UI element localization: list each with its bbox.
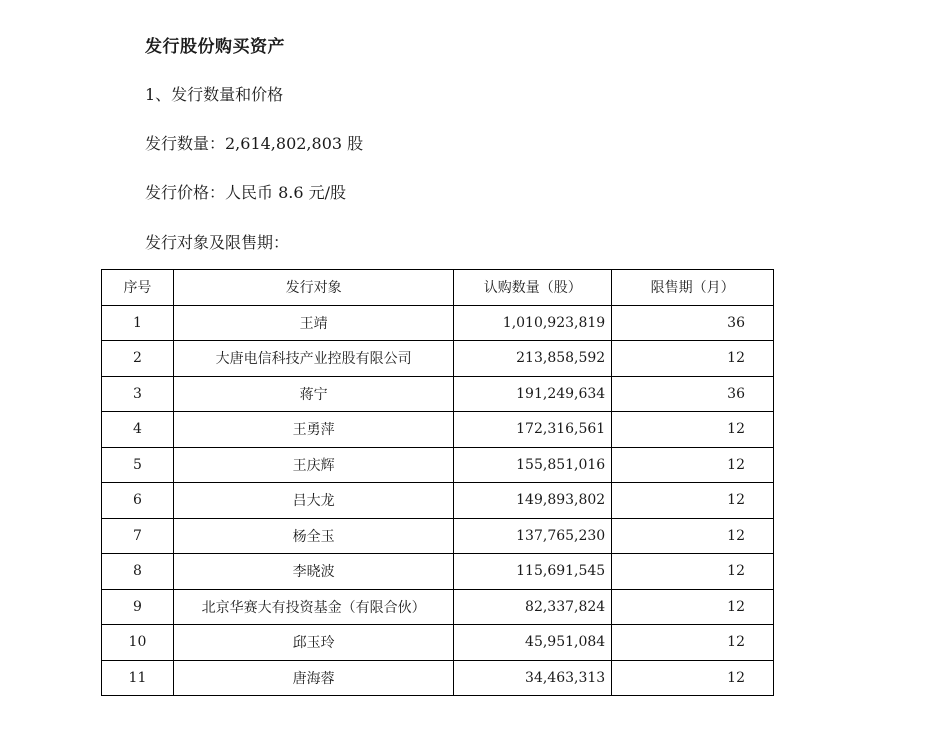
cell-target: 大唐电信科技产业控股有限公司 bbox=[173, 341, 453, 377]
header-quantity: 认购数量（股） bbox=[454, 270, 612, 306]
header-lockup: 限售期（月） bbox=[612, 270, 774, 306]
issue-targets-label: 发行对象及限售期： bbox=[145, 233, 290, 252]
table-row bbox=[102, 412, 774, 448]
table-row bbox=[102, 483, 774, 519]
cell-quantity: 172,316,561 bbox=[454, 412, 612, 448]
cell-lockup: 36 bbox=[612, 305, 774, 341]
cell-quantity: 137,765,230 bbox=[454, 518, 612, 554]
table-row bbox=[102, 554, 774, 590]
cell-lockup: 12 bbox=[612, 447, 774, 483]
cell-lockup: 36 bbox=[612, 376, 774, 412]
cell-quantity: 1,010,923,819 bbox=[454, 305, 612, 341]
issue-quantity: 发行数量：2,614,802,803 股 bbox=[145, 134, 364, 153]
cell-quantity: 45,951,084 bbox=[454, 625, 612, 661]
cell-target: 吕大龙 bbox=[173, 483, 453, 519]
cell-quantity: 82,337,824 bbox=[454, 589, 612, 625]
header-index: 序号 bbox=[102, 270, 174, 306]
section-heading: 发行股份购买资产 bbox=[145, 37, 285, 57]
cell-lockup: 12 bbox=[612, 412, 774, 448]
cell-target: 北京华赛大有投资基金（有限合伙） bbox=[173, 589, 453, 625]
table-row bbox=[102, 589, 774, 625]
table-row bbox=[102, 376, 774, 412]
cell-index: 7 bbox=[102, 518, 174, 554]
subsection-title: 1、发行数量和价格 bbox=[145, 85, 284, 104]
cell-index: 1 bbox=[102, 305, 174, 341]
table-row bbox=[102, 341, 774, 377]
cell-target: 王靖 bbox=[173, 305, 453, 341]
cell-index: 11 bbox=[102, 660, 174, 696]
cell-lockup: 12 bbox=[612, 554, 774, 590]
cell-index: 5 bbox=[102, 447, 174, 483]
cell-quantity: 115,691,545 bbox=[454, 554, 612, 590]
table-row bbox=[102, 625, 774, 661]
cell-index: 9 bbox=[102, 589, 174, 625]
cell-target: 唐海蓉 bbox=[173, 660, 453, 696]
cell-lockup: 12 bbox=[612, 483, 774, 519]
table-row bbox=[102, 518, 774, 554]
cell-target: 蒋宁 bbox=[173, 376, 453, 412]
cell-lockup: 12 bbox=[612, 660, 774, 696]
cell-index: 3 bbox=[102, 376, 174, 412]
cell-target: 杨全玉 bbox=[173, 518, 453, 554]
cell-lockup: 12 bbox=[612, 518, 774, 554]
cell-target: 王庆辉 bbox=[173, 447, 453, 483]
cell-quantity: 155,851,016 bbox=[454, 447, 612, 483]
cell-lockup: 12 bbox=[612, 625, 774, 661]
cell-lockup: 12 bbox=[612, 341, 774, 377]
cell-quantity: 149,893,802 bbox=[454, 483, 612, 519]
cell-index: 10 bbox=[102, 625, 174, 661]
cell-quantity: 34,463,313 bbox=[454, 660, 612, 696]
cell-lockup: 12 bbox=[612, 589, 774, 625]
table-row bbox=[102, 305, 774, 341]
issue-price: 发行价格：人民币 8.6 元/股 bbox=[145, 183, 347, 202]
cell-index: 4 bbox=[102, 412, 174, 448]
table-row bbox=[102, 660, 774, 696]
cell-target: 李晓波 bbox=[173, 554, 453, 590]
issuance-table bbox=[101, 269, 774, 696]
cell-target: 邱玉玲 bbox=[173, 625, 453, 661]
cell-index: 8 bbox=[102, 554, 174, 590]
table-row bbox=[102, 447, 774, 483]
cell-quantity: 191,249,634 bbox=[454, 376, 612, 412]
cell-index: 6 bbox=[102, 483, 174, 519]
cell-quantity: 213,858,592 bbox=[454, 341, 612, 377]
cell-target: 王勇萍 bbox=[173, 412, 453, 448]
table-header-row bbox=[102, 270, 774, 306]
header-target: 发行对象 bbox=[173, 270, 453, 306]
cell-index: 2 bbox=[102, 341, 174, 377]
